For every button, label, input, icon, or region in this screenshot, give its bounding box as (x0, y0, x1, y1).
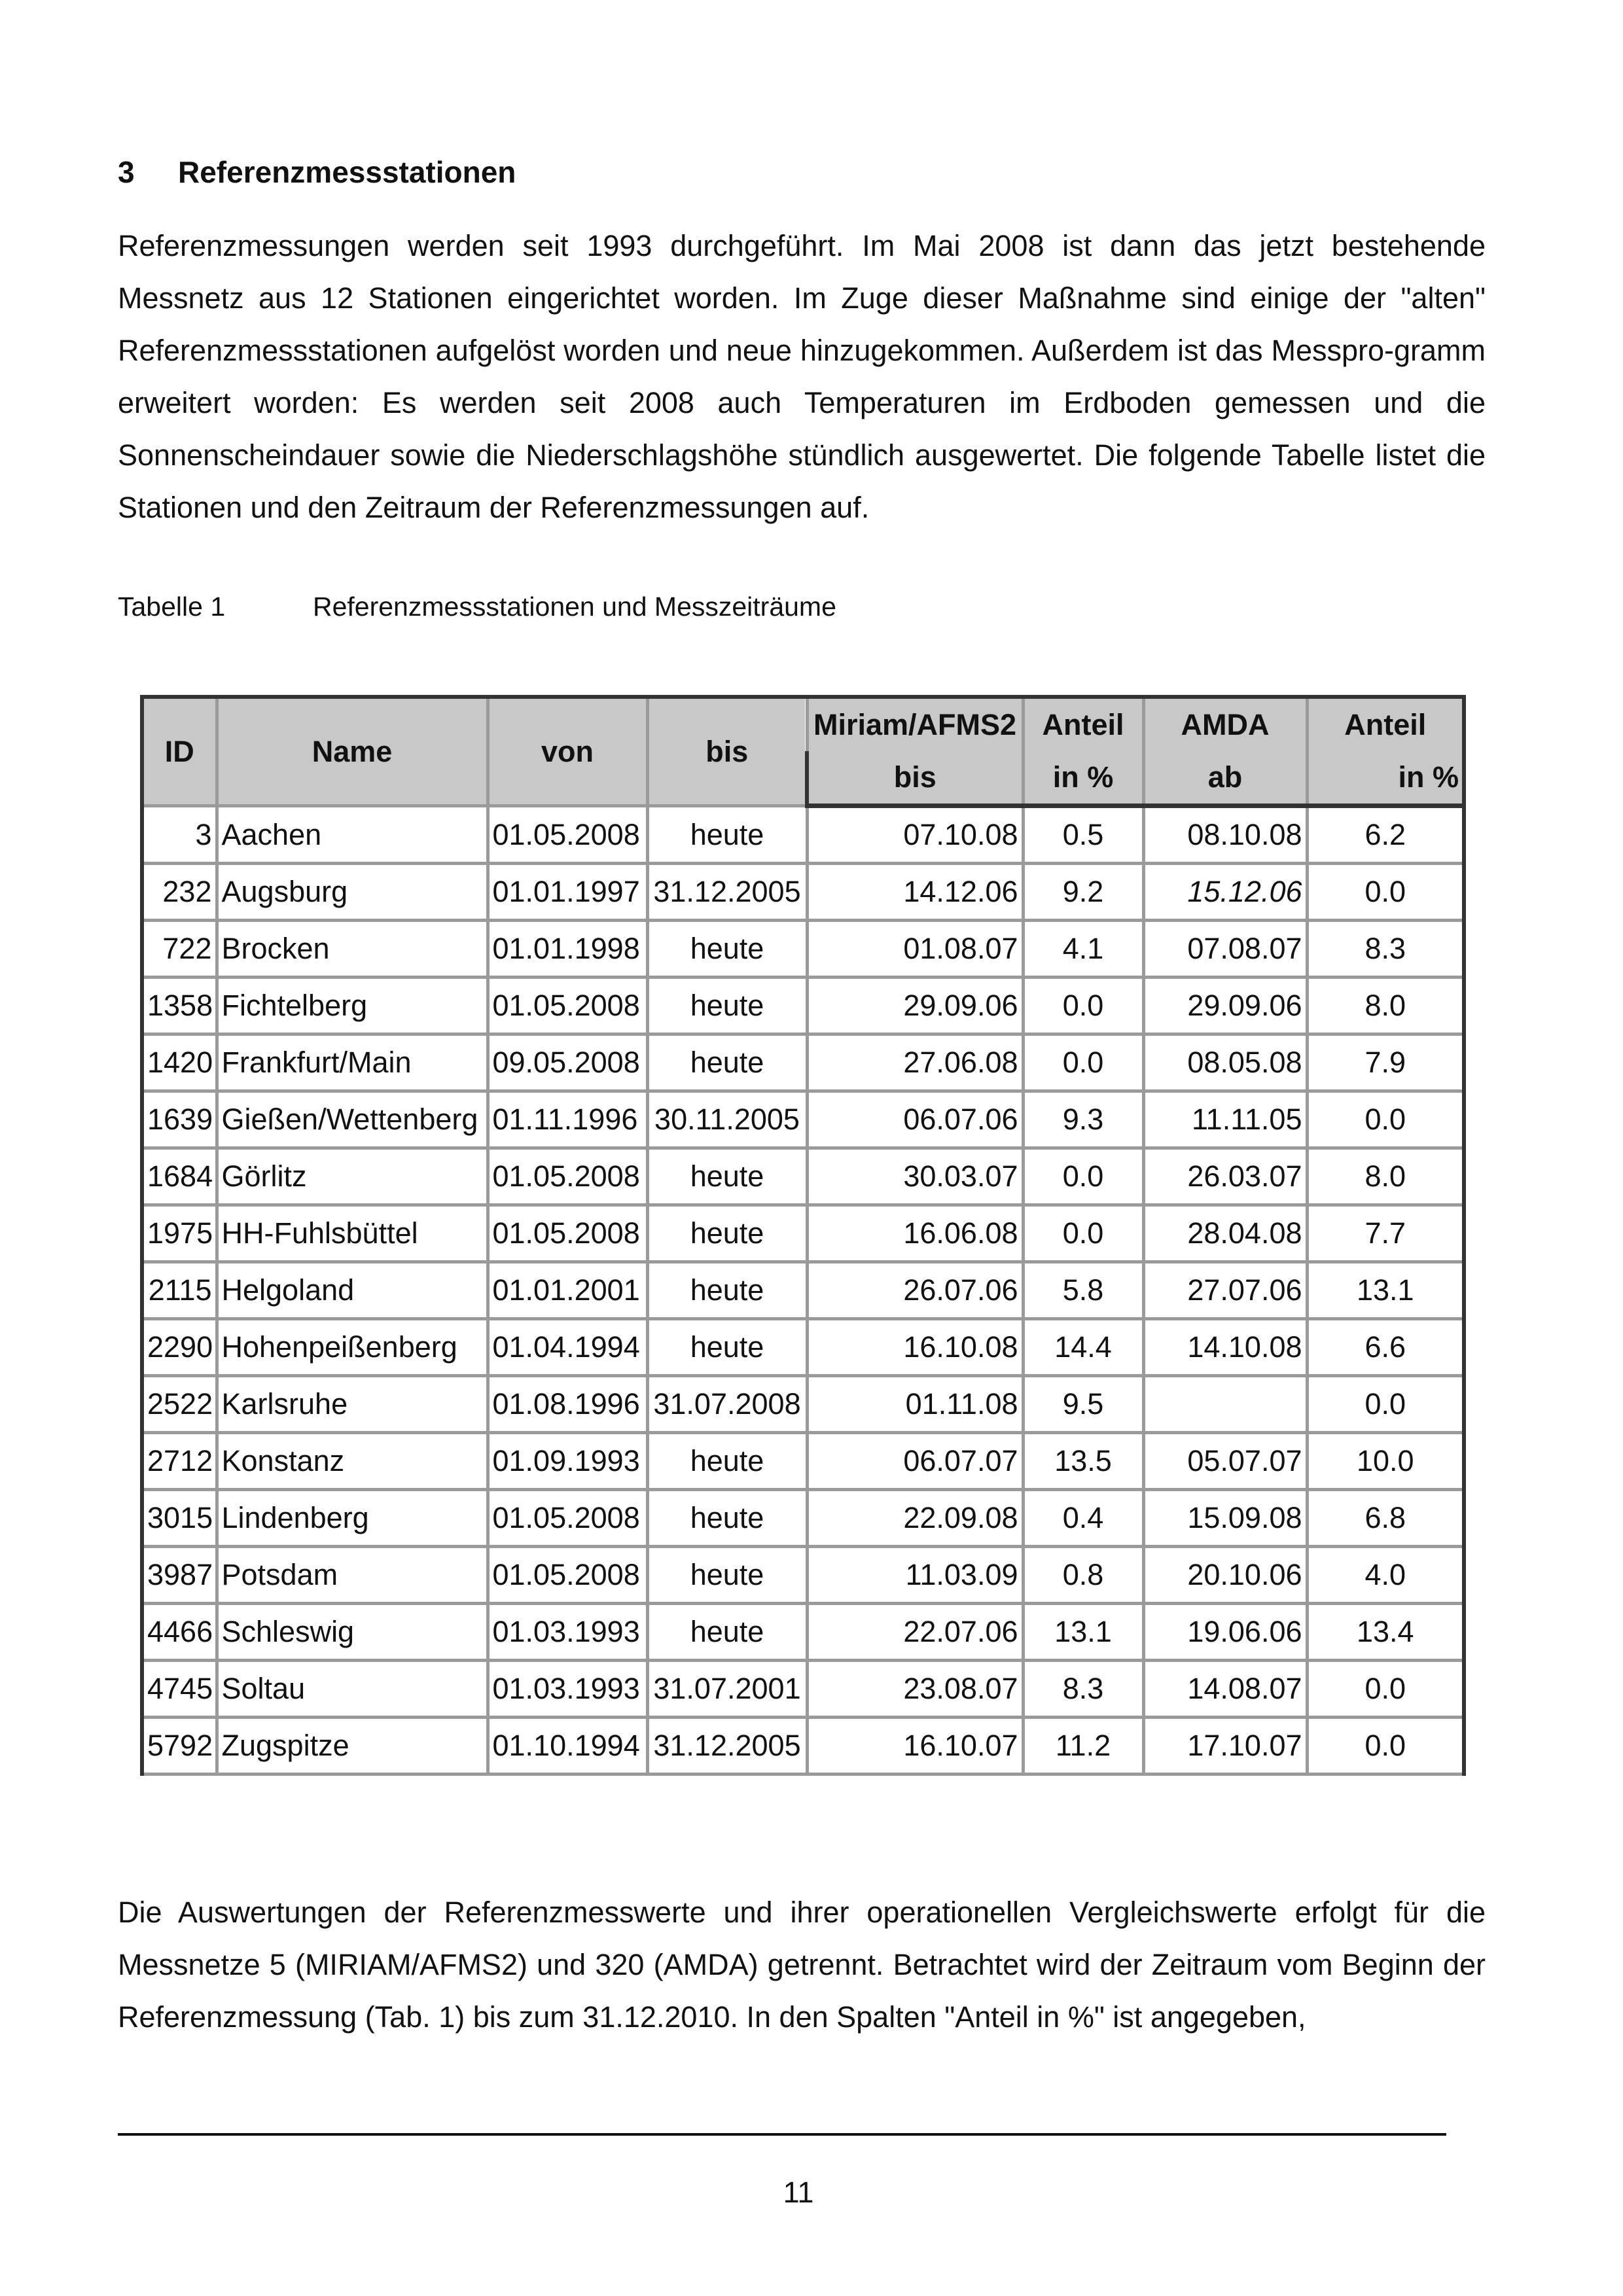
cell-von: 01.01.2001 (488, 1262, 647, 1319)
cell-amda: 08.05.08 (1143, 1034, 1307, 1091)
cell-miriam: 16.10.07 (807, 1718, 1023, 1775)
cell-miriam: 01.08.07 (807, 921, 1023, 978)
table-row (142, 1319, 1464, 1376)
cell-id: 5792 (142, 1718, 217, 1775)
cell-amda: 15.09.08 (1143, 1490, 1307, 1547)
page-number: 11 (783, 2176, 814, 2209)
cell-von: 01.10.1994 (488, 1718, 647, 1775)
cell-name: Helgoland (217, 1262, 488, 1319)
cell-anteil2: 7.7 (1307, 1205, 1464, 1262)
cell-id: 722 (142, 921, 217, 978)
cell-anteil1: 5.8 (1023, 1262, 1143, 1319)
table-row (142, 1205, 1464, 1262)
cell-anteil1: 0.8 (1023, 1547, 1143, 1604)
table-row (142, 1034, 1464, 1091)
cell-name: Schleswig (217, 1604, 488, 1661)
header-bis: bis (647, 697, 807, 806)
cell-miriam: 07.10.08 (807, 806, 1023, 864)
cell-anteil2: 0.0 (1307, 864, 1464, 921)
cell-id: 2522 (142, 1376, 217, 1433)
section-number: 3 (118, 155, 135, 189)
cell-id: 1420 (142, 1034, 217, 1091)
cell-bis: heute (647, 921, 807, 978)
cell-id: 2712 (142, 1433, 217, 1490)
cell-anteil2: 0.0 (1307, 1718, 1464, 1775)
header-anteil2-top: Anteil (1307, 697, 1464, 751)
header-miriam-top: Miriam/AFMS2 (807, 697, 1023, 751)
cell-amda: 28.04.08 (1143, 1205, 1307, 1262)
cell-bis: heute (647, 1433, 807, 1490)
cell-name: Hohenpeißenberg (217, 1319, 488, 1376)
cell-name: Zugspitze (217, 1718, 488, 1775)
cell-amda: 26.03.07 (1143, 1148, 1307, 1205)
table-row (142, 921, 1464, 978)
header-anteil2-bottom: in % (1307, 751, 1464, 806)
cell-anteil1: 9.2 (1023, 864, 1143, 921)
intro-paragraph: Referenzmessungen werden seit 1993 durchgeführt. Im Mai 2008 ist dann das jetzt bestehende Messnetz aus 12 Stationen eingerichtet worden. Im Zuge dieser Maßnahme sind einige der "alten" Referenzmessstationen aufgelöst worden und neue hinzugekommen. Außerdem ist das Messpro-gramm erweitert worden: Es werden seit 2008 auch Temperaturen im Erdboden gemessen und die Sonnenscheindauer sowie die Niederschlagshöhe stündlich ausgewertet. Die folgende Tabelle listet die Stationen und den Zeitraum der Referenzmessungen auf. (118, 229, 1486, 524)
cell-von: 01.01.1998 (488, 921, 647, 978)
cell-anteil2: 13.4 (1307, 1604, 1464, 1661)
cell-id: 1639 (142, 1091, 217, 1148)
cell-miriam: 01.11.08 (807, 1376, 1023, 1433)
table-row (142, 806, 1464, 864)
cell-amda: 17.10.07 (1143, 1718, 1307, 1775)
cell-anteil1: 11.2 (1023, 1718, 1143, 1775)
table-row (142, 1433, 1464, 1490)
cell-von: 01.05.2008 (488, 806, 647, 864)
cell-miriam: 16.10.08 (807, 1319, 1023, 1376)
cell-von: 01.05.2008 (488, 1490, 647, 1547)
cell-anteil1: 9.5 (1023, 1376, 1143, 1433)
table-row (142, 1661, 1464, 1718)
cell-anteil1: 0.4 (1023, 1490, 1143, 1547)
cell-miriam: 22.09.08 (807, 1490, 1023, 1547)
cell-name: Frankfurt/Main (217, 1034, 488, 1091)
cell-anteil2: 6.2 (1307, 806, 1464, 864)
cell-bis: 31.12.2005 (647, 864, 807, 921)
cell-id: 3987 (142, 1547, 217, 1604)
table-row (142, 1148, 1464, 1205)
section-heading (118, 154, 516, 190)
cell-von: 01.04.1994 (488, 1319, 647, 1376)
cell-name: Fichtelberg (217, 978, 488, 1034)
cell-name: Soltau (217, 1661, 488, 1718)
cell-bis: heute (647, 1547, 807, 1604)
cell-miriam: 23.08.07 (807, 1661, 1023, 1718)
cell-id: 3015 (142, 1490, 217, 1547)
cell-name: Karlsruhe (217, 1376, 488, 1433)
cell-miriam: 26.07.06 (807, 1262, 1023, 1319)
cell-amda: 29.09.06 (1143, 978, 1307, 1034)
cell-name: Aachen (217, 806, 488, 864)
cell-bis: heute (647, 1490, 807, 1547)
cell-name: HH-Fuhlsbüttel (217, 1205, 488, 1262)
cell-von: 01.05.2008 (488, 1205, 647, 1262)
cell-id: 1975 (142, 1205, 217, 1262)
table-row (142, 1376, 1464, 1433)
cell-miriam: 14.12.06 (807, 864, 1023, 921)
footer-divider (118, 2133, 1446, 2136)
cell-bis: 31.07.2001 (647, 1661, 807, 1718)
cell-bis: 31.12.2005 (647, 1718, 807, 1775)
cell-amda: 20.10.06 (1143, 1547, 1307, 1604)
table-row (142, 864, 1464, 921)
cell-id: 1358 (142, 978, 217, 1034)
table-row (142, 1262, 1464, 1319)
cell-anteil1: 8.3 (1023, 1661, 1143, 1718)
cell-miriam: 16.06.08 (807, 1205, 1023, 1262)
cell-anteil2: 0.0 (1307, 1091, 1464, 1148)
header-amda-top: AMDA (1143, 697, 1307, 751)
cell-anteil1: 0.0 (1023, 978, 1143, 1034)
table-row (142, 1547, 1464, 1604)
section-title: Referenzmessstationen (178, 155, 516, 189)
cell-id: 2290 (142, 1319, 217, 1376)
cell-anteil1: 0.0 (1023, 1205, 1143, 1262)
header-name: Name (217, 697, 488, 806)
cell-von: 01.05.2008 (488, 978, 647, 1034)
cell-anteil1: 14.4 (1023, 1319, 1143, 1376)
cell-amda: 14.08.07 (1143, 1661, 1307, 1718)
cell-name: Konstanz (217, 1433, 488, 1490)
table-caption-text: Referenzmessstationen und Messzeiträume (313, 592, 836, 622)
cell-id: 1684 (142, 1148, 217, 1205)
cell-anteil1: 9.3 (1023, 1091, 1143, 1148)
table-row (142, 1091, 1464, 1148)
cell-anteil2: 10.0 (1307, 1433, 1464, 1490)
cell-amda: 14.10.08 (1143, 1319, 1307, 1376)
cell-amda: 11.11.05 (1143, 1091, 1307, 1148)
cell-name: Görlitz (217, 1148, 488, 1205)
cell-anteil2: 8.3 (1307, 921, 1464, 978)
cell-anteil2: 13.1 (1307, 1262, 1464, 1319)
cell-miriam: 29.09.06 (807, 978, 1023, 1034)
table-row (142, 1604, 1464, 1661)
header-anteil1-top: Anteil (1023, 697, 1143, 751)
reference-stations-table (140, 695, 1466, 1776)
cell-anteil2: 0.0 (1307, 1661, 1464, 1718)
cell-amda: 08.10.08 (1143, 806, 1307, 864)
cell-von: 01.11.1996 (488, 1091, 647, 1148)
cell-bis: heute (647, 1262, 807, 1319)
cell-anteil2: 7.9 (1307, 1034, 1464, 1091)
table-caption (118, 592, 836, 622)
cell-name: Potsdam (217, 1547, 488, 1604)
cell-bis: heute (647, 1319, 807, 1376)
cell-bis: heute (647, 1148, 807, 1205)
table-header-row (142, 697, 1464, 751)
cell-amda: 27.07.06 (1143, 1262, 1307, 1319)
cell-von: 01.09.1993 (488, 1433, 647, 1490)
cell-miriam: 27.06.08 (807, 1034, 1023, 1091)
cell-miriam: 11.03.09 (807, 1547, 1023, 1604)
cell-amda: 07.08.07 (1143, 921, 1307, 978)
cell-anteil1: 0.5 (1023, 806, 1143, 864)
cell-id: 4466 (142, 1604, 217, 1661)
cell-anteil2: 6.8 (1307, 1490, 1464, 1547)
cell-miriam: 30.03.07 (807, 1148, 1023, 1205)
cell-anteil2: 8.0 (1307, 1148, 1464, 1205)
cell-name: Lindenberg (217, 1490, 488, 1547)
cell-anteil1: 13.1 (1023, 1604, 1143, 1661)
cell-amda: 15.12.06 (1143, 864, 1307, 921)
cell-anteil1: 0.0 (1023, 1148, 1143, 1205)
cell-miriam: 06.07.07 (807, 1433, 1023, 1490)
header-von: von (488, 697, 647, 806)
cell-bis: heute (647, 1604, 807, 1661)
table-caption-label: Tabelle 1 (118, 592, 226, 622)
cell-anteil2: 4.0 (1307, 1547, 1464, 1604)
header-anteil1-bottom: in % (1023, 751, 1143, 806)
cell-anteil1: 13.5 (1023, 1433, 1143, 1490)
cell-amda: 19.06.06 (1143, 1604, 1307, 1661)
cell-miriam: 22.07.06 (807, 1604, 1023, 1661)
cell-von: 09.05.2008 (488, 1034, 647, 1091)
cell-miriam: 06.07.06 (807, 1091, 1023, 1148)
cell-anteil1: 4.1 (1023, 921, 1143, 978)
cell-bis: heute (647, 1034, 807, 1091)
cell-bis: heute (647, 1205, 807, 1262)
cell-anteil2: 8.0 (1307, 978, 1464, 1034)
cell-bis: heute (647, 978, 807, 1034)
evaluation-paragraph: Die Auswertungen der Referenzmesswerte und ihrer operationellen Vergleichswerte erfolgt für die Messnetze 5 (MIRIAM/AFMS2) und 320 (AMDA) getrennt. Betrachtet wird der Zeitraum vom Beginn der Referenzmessung (Tab. 1) bis zum 31.12.2010. In den Spalten "Anteil in %" ist angegeben, (118, 1896, 1486, 2034)
cell-von: 01.01.1997 (488, 864, 647, 921)
cell-von: 01.08.1996 (488, 1376, 647, 1433)
cell-id: 232 (142, 864, 217, 921)
cell-name: Gießen/Wettenberg (217, 1091, 488, 1148)
cell-von: 01.05.2008 (488, 1148, 647, 1205)
cell-bis: 31.07.2008 (647, 1376, 807, 1433)
table-row (142, 1490, 1464, 1547)
cell-bis: heute (647, 806, 807, 864)
cell-anteil2: 6.6 (1307, 1319, 1464, 1376)
cell-name: Augsburg (217, 864, 488, 921)
header-id: ID (142, 697, 217, 806)
cell-anteil2: 0.0 (1307, 1376, 1464, 1433)
cell-anteil1: 0.0 (1023, 1034, 1143, 1091)
cell-von: 01.03.1993 (488, 1661, 647, 1718)
cell-bis: 30.11.2005 (647, 1091, 807, 1148)
header-amda-bottom: ab (1143, 751, 1307, 806)
cell-von: 01.03.1993 (488, 1604, 647, 1661)
cell-von: 01.05.2008 (488, 1547, 647, 1604)
cell-id: 4745 (142, 1661, 217, 1718)
header-miriam-bottom: bis (807, 751, 1023, 806)
table-row (142, 978, 1464, 1034)
cell-id: 3 (142, 806, 217, 864)
cell-name: Brocken (217, 921, 488, 978)
table-row (142, 1718, 1464, 1775)
cell-amda (1143, 1376, 1307, 1433)
cell-amda: 05.07.07 (1143, 1433, 1307, 1490)
cell-id: 2115 (142, 1262, 217, 1319)
